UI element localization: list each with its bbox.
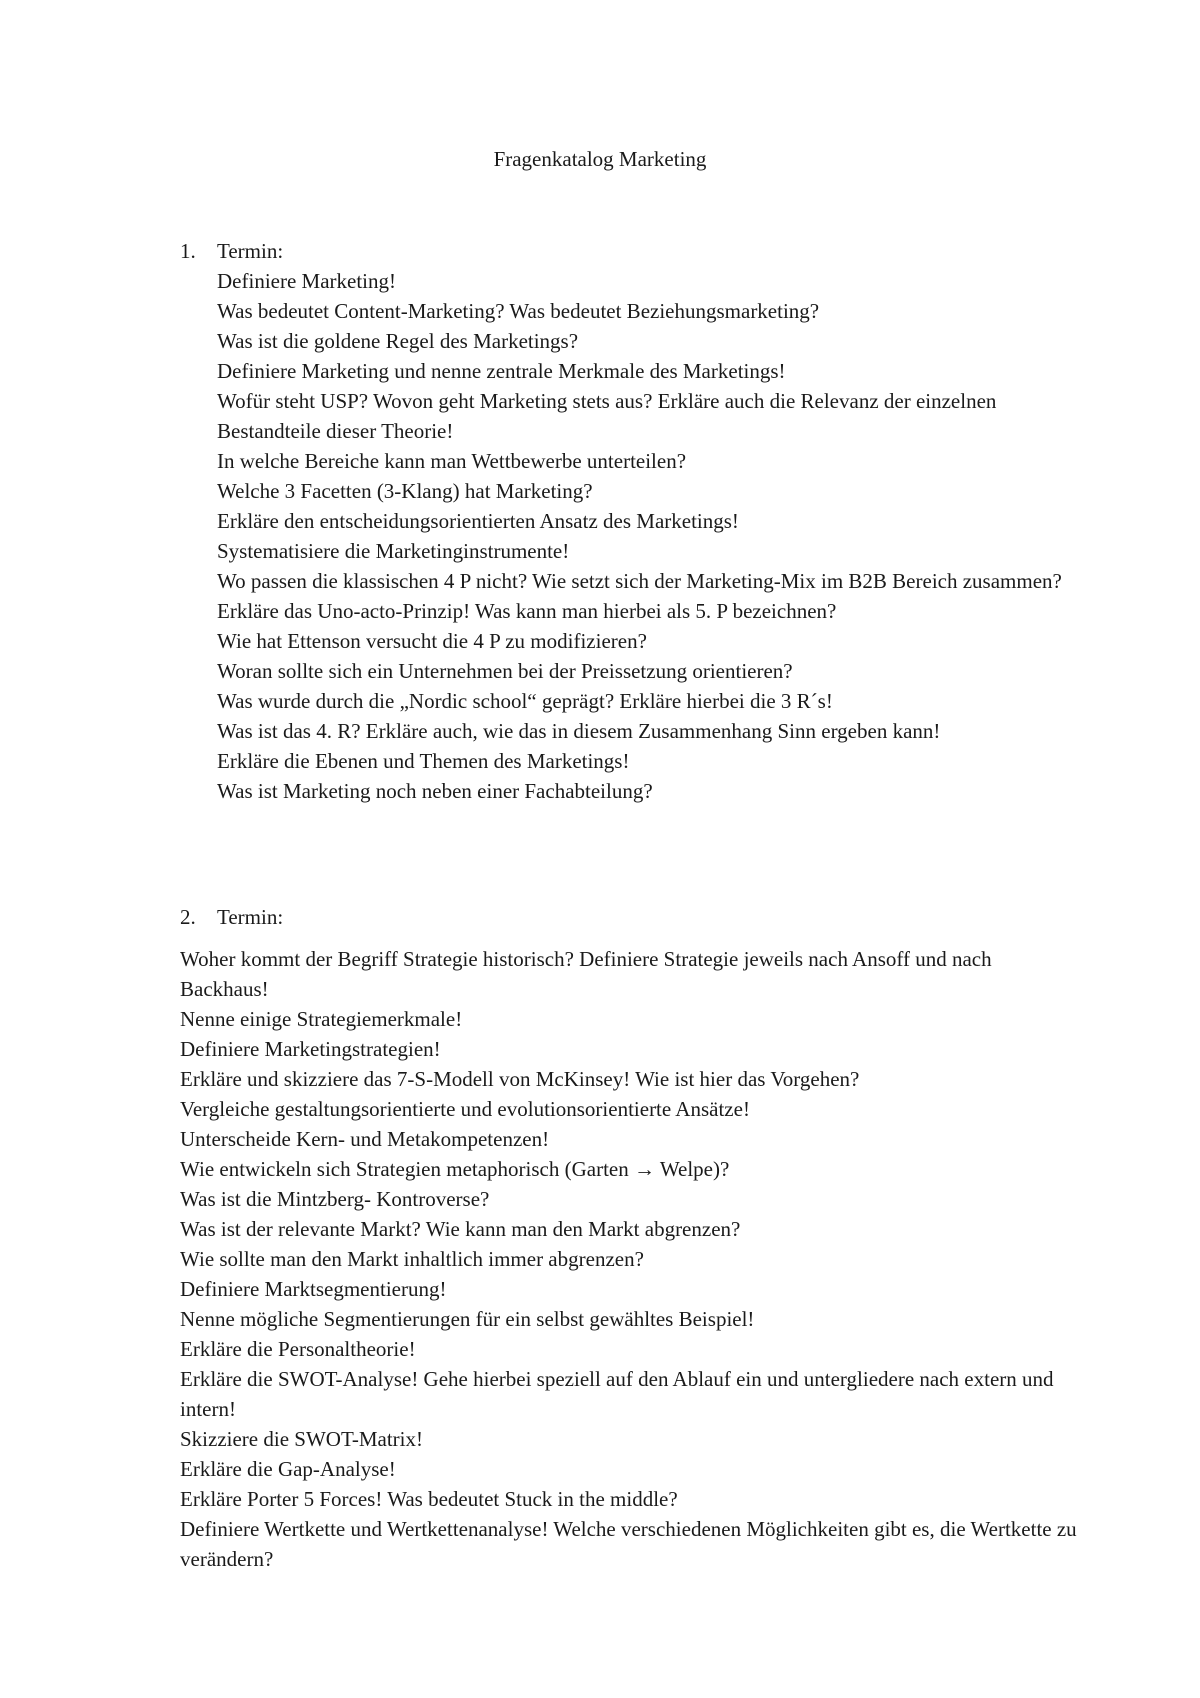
question-item: Was ist der relevante Markt? Wie kann man den Markt abgrenzen? [180,1217,741,1241]
question-item: Woran sollte sich ein Unternehmen bei der Preissetzung orientieren? [217,659,793,683]
section-termin-1 [180,236,1080,806]
question-item: Woher kommt der Begriff Strategie historisch? Definiere Strategie jeweils nach Ansoff und nach Backhaus! [180,947,992,1001]
question-item: Erkläre den entscheidungsorientierten Ansatz des Marketings! [217,509,739,533]
question-item: Nenne mögliche Segmentierungen für ein selbst gewähltes Beispiel! [180,1307,755,1331]
question-item: Vergleiche gestaltungsorientierte und evolutionsorientierte Ansätze! [180,1097,750,1121]
question-item: In welche Bereiche kann man Wettbewerbe unterteilen? [217,449,687,473]
question-item: Erkläre die SWOT-Analyse! Gehe hierbei speziell auf den Ablauf ein und untergliedere nach extern und intern! [180,1367,1054,1421]
section-number: 2. [180,905,196,929]
question-list [180,266,1080,806]
question-item: Was wurde durch die „Nordic school“ geprägt? Erkläre hierbei die 3 R´s! [217,689,833,713]
question-item: Definiere Marketing! [217,269,397,293]
question-item: Unterscheide Kern- und Metakompetenzen! [180,1127,550,1151]
question-item: Wie entwickeln sich Strategien metaphorisch (Garten → Welpe)? [180,1157,730,1181]
document-title: Fragenkatalog Marketing [493,147,707,171]
question-item: Definiere Wertkette und Wertkettenanalyse! Welche verschiedenen Möglichkeiten gibt es, die Wertkette zu verändern? [180,1517,1077,1571]
question-item: Was ist das 4. R? Erkläre auch, wie das in diesem Zusammenhang Sinn ergeben kann! [217,719,941,743]
question-item: Wofür steht USP? Wovon geht Marketing stets aus? Erkläre auch die Relevanz der einzelnen Bestandteile dieser Theorie! [217,389,997,443]
question-item: Was ist die goldene Regel des Marketings? [217,329,579,353]
question-item: Was ist Marketing noch neben einer Fachabteilung? [217,779,653,803]
question-item: Wie sollte man den Markt inhaltlich immer abgrenzen? [180,1247,644,1271]
question-item: Nenne einige Strategiemerkmale! [180,1007,463,1031]
question-item: Systematisiere die Marketinginstrumente! [217,539,570,563]
question-item: Definiere Marketingstrategien! [180,1037,441,1061]
section-heading [180,236,1080,266]
section-heading [180,902,1080,932]
section-heading-label: Termin: [217,905,284,929]
question-item: Was ist die Mintzberg- Kontroverse? [180,1187,490,1211]
question-item: Definiere Marketing und nenne zentrale Merkmale des Marketings! [217,359,786,383]
question-item: Was bedeutet Content-Marketing? Was bedeutet Beziehungsmarketing? [217,299,820,323]
question-item: Erkläre Porter 5 Forces! Was bedeutet Stuck in the middle? [180,1487,678,1511]
section-termin-2 [180,902,1080,1574]
question-item: Wo passen die klassischen 4 P nicht? Wie setzt sich der Marketing-Mix im B2B Bereich zusammen? [217,569,1062,593]
section-heading-label: Termin: [217,239,284,263]
question-list [180,944,1080,1574]
question-item: Erkläre und skizziere das 7-S-Modell von McKinsey! Wie ist hier das Vorgehen? [180,1067,860,1091]
question-item: Erkläre die Personaltheorie! [180,1337,416,1361]
question-item: Erkläre das Uno-acto-Prinzip! Was kann man hierbei als 5. P bezeichnen? [217,599,837,623]
question-item: Welche 3 Facetten (3-Klang) hat Marketing? [217,479,593,503]
question-item: Wie hat Ettenson versucht die 4 P zu modifizieren? [217,629,647,653]
question-item: Skizziere die SWOT-Matrix! [180,1427,423,1451]
question-item: Erkläre die Gap-Analyse! [180,1457,396,1481]
question-item: Erkläre die Ebenen und Themen des Marketings! [217,749,630,773]
question-item: Definiere Marktsegmentierung! [180,1277,447,1301]
section-number: 1. [180,239,196,263]
